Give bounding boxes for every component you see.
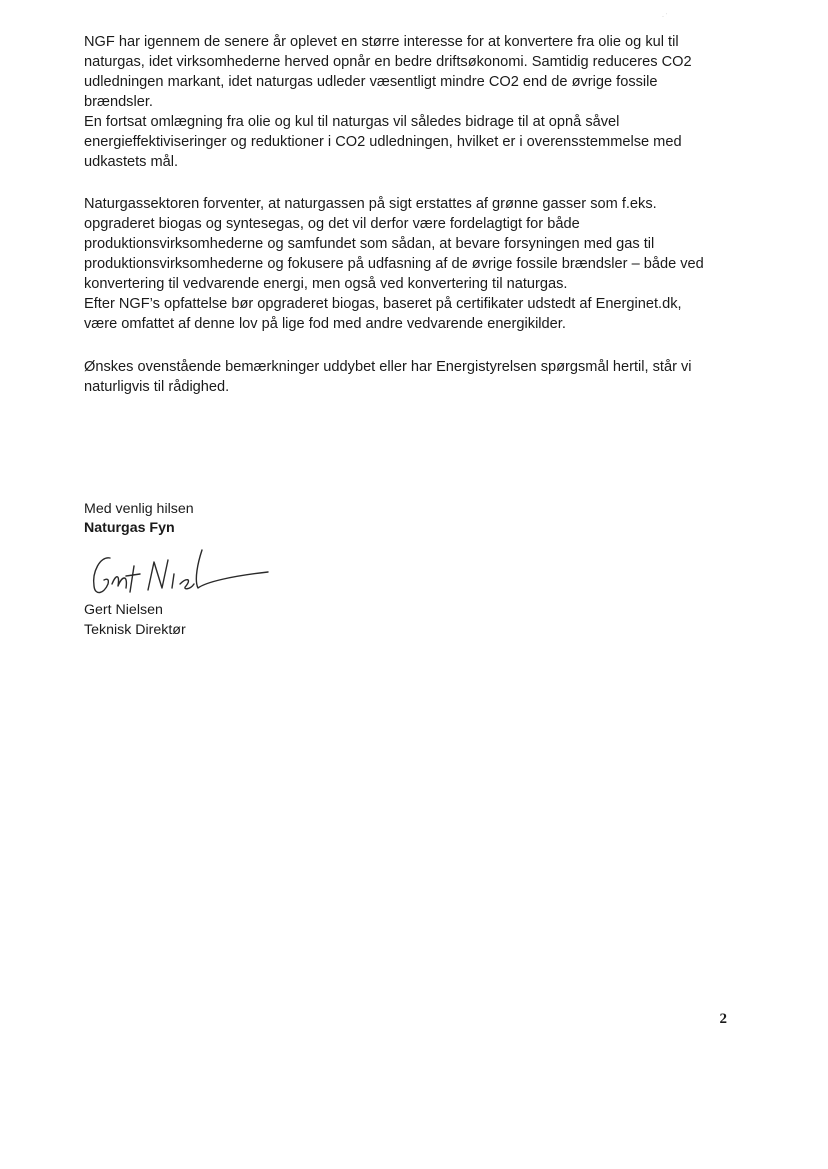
paragraph-line: En fortsat omlægning fra olie og kul til naturgas vil således bidrage til at opnå såvel (84, 114, 620, 130)
paragraph-line: naturligvis til rådighed. (84, 379, 230, 395)
paragraph-line: opgraderet biogas og syntesegas, og det vil derfor være fordelagtigt for både (84, 216, 580, 232)
paragraph-line: naturgas, idet virksomhederne herved opnår en bedre driftsøkonomi. Samtidig reduceres CO2 (84, 54, 692, 70)
company-name: Naturgas Fyn (84, 520, 175, 536)
paragraph-line: energieffektiviseringer og reduktioner i CO2 udledningen, hvilket er i overensstemmelse med (84, 134, 682, 150)
paragraph-line: produktionsvirksomhederne og fokusere på udfasning af de øvrige fossile brændsler – både ved (84, 256, 704, 272)
closing-greeting: Med venlig hilsen (84, 501, 194, 517)
paragraph-line: være omfattet af denne lov på lige fod med andre vedvarende energikilder. (84, 316, 566, 332)
paragraph-line: Efter NGF’s opfattelse bør opgraderet biogas, baseret på certifikater udstedt af Energinet.dk, (84, 296, 682, 312)
paragraph-line: Ønskes ovenstående bemærkninger uddybet eller har Energistyrelsen spørgsmål hertil, står vi (84, 359, 692, 375)
signatory-title: Teknisk Direktør (84, 622, 186, 638)
paragraph-line: udledningen markant, idet naturgas udleder væsentligt mindre CO2 end de øvrige fossile (84, 74, 658, 90)
paragraph-line: Naturgassektoren forventer, at naturgassen på sigt erstattes af grønne gasser som f.eks. (84, 196, 657, 212)
paragraph-line: konvertering til vedvarende energi, men også ved konvertering til naturgas. (84, 276, 568, 292)
signatory-name: Gert Nielsen (84, 602, 163, 618)
page-number: 2 (719, 1011, 727, 1027)
paragraph-line: NGF har igennem de senere år oplevet en større interesse for at konvertere fra olie og kul til (84, 34, 679, 50)
paragraph-line: brændsler. (84, 94, 153, 110)
paragraph-line: produktionsvirksomhederne og samfundet som sådan, at bevare forsyningen med gas til (84, 236, 655, 252)
handwritten-signature (82, 544, 272, 604)
paragraph-line: udkastets mål. (84, 154, 179, 170)
scan-speck: · ˙ (662, 14, 668, 20)
